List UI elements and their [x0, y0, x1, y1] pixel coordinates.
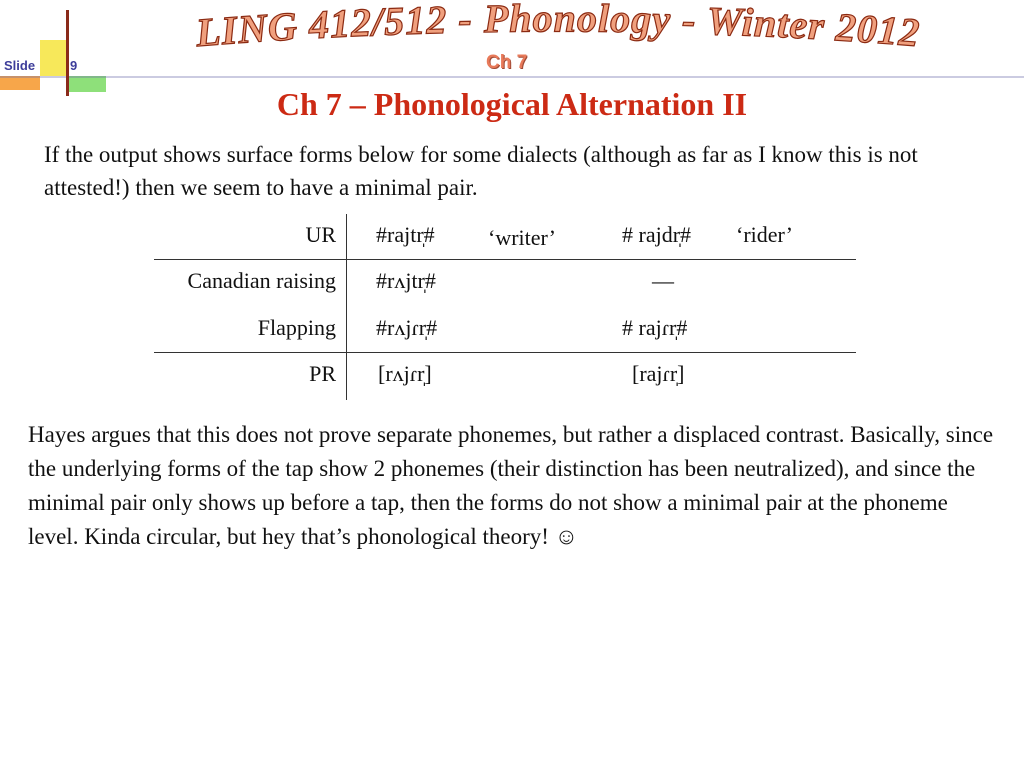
cell-writer-pr: [rʌjɾr̩] — [378, 361, 432, 386]
header-divider — [0, 76, 1024, 78]
gloss-writer: ‘writer’ — [488, 225, 556, 250]
slide-label: Slide — [4, 58, 36, 73]
cell-rider-pr: [rajɾr̩] — [632, 361, 685, 386]
row-label-pr: PR — [309, 361, 336, 386]
course-title-text: LING 412/512 - Phonology - Winter 2012 — [194, 0, 922, 56]
table-rule-bottom — [154, 352, 856, 353]
row-label-canadian-raising: Canadian raising — [187, 268, 336, 293]
cell-rider-raising: — — [652, 268, 674, 293]
row-label-flapping: Flapping — [257, 315, 336, 340]
row-label-ur: UR — [305, 222, 336, 247]
intro-paragraph: If the output shows surface forms below for some dialects (although as far as I know this is not attested!) then we seem to have a minimal pair. — [44, 142, 918, 200]
cell-rider-flapping: # rajɾr̩# — [622, 315, 688, 340]
derivation-table — [154, 214, 856, 400]
cell-writer-flapping: #rʌjɾr̩# — [376, 315, 438, 340]
chapter-subtitle: Ch 7 — [486, 52, 528, 73]
cell-writer-ur: #rajtr̩# — [376, 222, 435, 247]
table-rule-top — [154, 259, 856, 260]
cell-rider-ur: # rajdr̩# — [622, 222, 692, 247]
table-vertical-rule — [346, 214, 347, 400]
corner-decor-yellow — [40, 40, 68, 76]
slide-title: Ch 7 – Phonological Alternation II — [276, 86, 748, 122]
body-paragraph: Hayes argues that this does not prove separate phonemes, but rather a displaced contrast. Basically, since the underlying forms of the tap show 2 phonemes (their distinction has been neutralized), and since the minimal pair only shows up before a tap, then the forms do not show a minimal pair at the phoneme level. Kinda circular, but hey that’s phonological theory! ☺ — [28, 422, 994, 549]
cell-writer-raising: #rʌjtr̩# — [376, 268, 436, 293]
slide-number: 9 — [70, 58, 78, 73]
gloss-rider: ‘rider’ — [736, 222, 793, 247]
corner-decor-line — [66, 10, 69, 96]
svg-text:LING 412/512 - Phonology - Win — [193, 0, 922, 55]
course-title — [108, 0, 1008, 62]
